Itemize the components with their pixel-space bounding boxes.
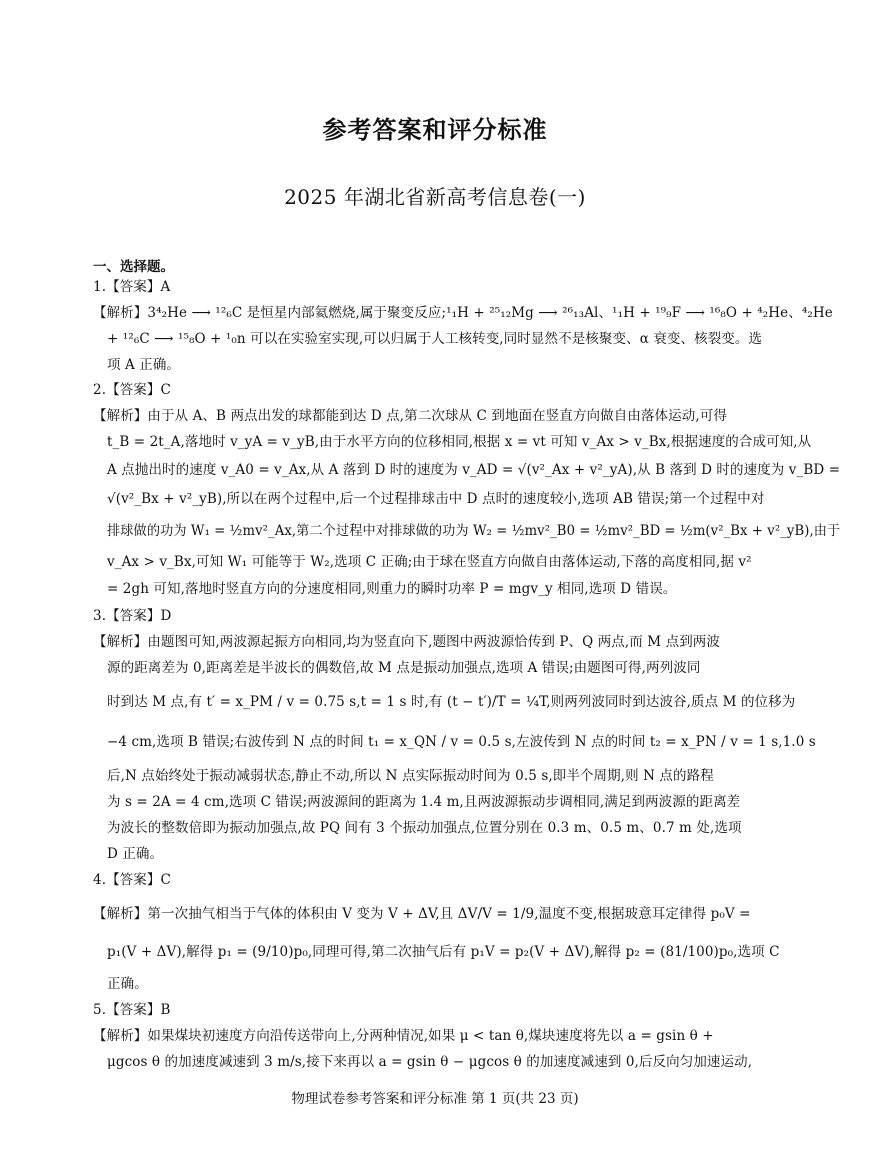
- section-heading: 一、选择题。: [93, 259, 174, 275]
- q1-analysis-line: + ¹²₆C ⟶ ¹⁵₈O + ¹₀n 可以在实验室实现,可以归属于人工核转变,同时显然不是核聚变、α 衰变、核裂变。选: [107, 331, 763, 347]
- q3-answer: 3.【答案】D: [93, 608, 172, 624]
- page-title: 参考答案和评分标准: [322, 116, 548, 144]
- page-subtitle: 2025 年湖北省新高考信息卷(一): [284, 185, 586, 209]
- q3-analysis-line: 为 s = 2A = 4 cm,选项 C 错误;两波源间的距离为 1.4 m,且两波源振动步调相同,满足到两波源的距离差: [107, 794, 741, 810]
- q2-answer: 2.【答案】C: [93, 382, 171, 398]
- q5-analysis-line: μgcos θ 的加速度减速到 3 m/s,接下来再以 a = gsin θ − μgcos θ 的加速度减速到 0,后反向匀加速运动,: [107, 1054, 753, 1070]
- q3-analysis-line: 后,N 点始终处于振动减弱状态,静止不动,所以 N 点实际振动时间为 0.5 s,即半个周期,则 N 点的路程: [107, 768, 714, 784]
- q2-analysis-line: = 2gh 可知,落地时竖直方向的分速度相同,则重力的瞬时功率 P = mgv_y 相同,选项 D 错误。: [107, 581, 677, 597]
- q2-analysis-line: 排球做的功为 W₁ = ½mv²_Ax,第二个过程中对排球做的功为 W₂ = ½mv²_B0 = ½mv²_BD = ½m(v²_Bx + v²_yB),由于: [107, 523, 841, 539]
- q1-analysis-line: 【解析】3⁴₂He ⟶ ¹²₆C 是恒星内部氦燃烧,属于聚变反应;¹₁H + ²⁵₁₂Mg ⟶ ²⁶₁₃Al、¹₁H + ¹⁹₉F ⟶ ¹⁶₈O + ⁴₂He、⁴₂He: [93, 305, 833, 321]
- q3-analysis-line: 【解析】由题图可知,两波源起振方向相同,均为竖直向下,题图中两波源恰传到 P、Q 两点,而 M 点到两波: [93, 634, 721, 650]
- q2-analysis-line: 【解析】由于从 A、B 两点出发的球都能到达 D 点,第二次球从 C 到地面在竖直方向做自由落体运动,可得: [93, 408, 727, 424]
- q4-analysis-line: p₁(V + ΔV),解得 p₁ = (9/10)p₀,同理可得,第二次抽气后有 p₁V = p₂(V + ΔV),解得 p₂ = (81/100)p₀,选项 C: [107, 944, 780, 960]
- q2-analysis-line: A 点抛出时的速度 v_A0 = v_Ax,从 A 落到 D 时的速度为 v_AD = √(v²_Ax + v²_yA),从 B 落到 D 时的速度为 v_BD =: [107, 462, 841, 478]
- q1-analysis-line: 项 A 正确。: [107, 357, 181, 373]
- q3-analysis-line: 为波长的整数倍即为振动加强点,故 PQ 间有 3 个振动加强点,位置分别在 0.3 m、0.5 m、0.7 m 处,选项: [107, 820, 742, 836]
- q4-analysis-line: 正确。: [107, 976, 148, 992]
- q5-analysis-line: 【解析】如果煤块初速度方向沿传送带向上,分两种情况,如果 μ < tan θ,煤块速度将先以 a = gsin θ +: [93, 1028, 714, 1044]
- q2-analysis-line: √(v²_Bx + v²_yB),所以在两个过程中,后一个过程排球击中 D 点时的速度较小,选项 AB 错误;第一个过程中对: [107, 491, 765, 507]
- q2-analysis-line: v_Ax > v_Bx,可知 W₁ 可能等于 W₂,选项 C 正确;由于球在竖直方向做自由落体运动,下落的高度相同,据 v²: [107, 554, 752, 570]
- q2-analysis-line: t_B = 2t_A,落地时 v_yA = v_yB,由于水平方向的位移相同,根据 x = vt 可知 v_Ax > v_Bx,根据速度的合成可知,从: [107, 434, 812, 450]
- q3-analysis-line: −4 cm,选项 B 错误;右波传到 N 点的时间 t₁ = x_QN / v = 0.5 s,左波传到 N 点的时间 t₂ = x_PN / v = 1 s,1.0 s: [107, 734, 816, 750]
- q3-analysis-line: 源的距离差为 0,距离差是半波长的偶数倍,故 M 点是振动加强点,选项 A 错误;由题图可得,两列波同: [107, 660, 701, 676]
- q1-answer: 1.【答案】A: [93, 279, 171, 295]
- q3-analysis-line: D 正确。: [107, 846, 164, 862]
- q4-answer: 4.【答案】C: [93, 872, 171, 888]
- page-footer: 物理试卷参考答案和评分标准 第 1 页(共 23 页): [291, 1091, 579, 1107]
- q5-answer: 5.【答案】B: [93, 1002, 171, 1018]
- q3-analysis-line: 时到达 M 点,有 t′ = x_PM / v = 0.75 s,t = 1 s 时,有 (t − t′)/T = ¼T,则两列波同时到达波谷,质点 M 的位移为: [107, 694, 796, 710]
- q4-analysis-line: 【解析】第一次抽气相当于气体的体积由 V 变为 V + ΔV,且 ΔV/V = 1/9,温度不变,根据玻意耳定律得 p₀V =: [93, 906, 751, 922]
